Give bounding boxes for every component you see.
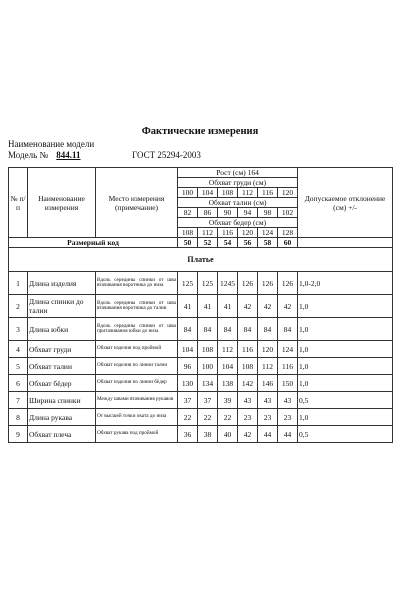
- measurement-value: 36: [178, 426, 198, 443]
- model-number-line: [8, 150, 81, 160]
- waist-value: 102: [278, 208, 298, 218]
- measurement-value: 43: [238, 392, 258, 409]
- measurement-place: От высшей точки оката до низа: [96, 409, 178, 426]
- measurement-value: 42: [238, 295, 258, 318]
- size-code: 58: [258, 238, 278, 248]
- measurement-value: 41: [178, 295, 198, 318]
- chest-value: 116: [258, 188, 278, 198]
- measurement-value: 84: [278, 318, 298, 341]
- measurement-value: 42: [258, 295, 278, 318]
- size-code: 60: [278, 238, 298, 248]
- measurement-value: 104: [218, 358, 238, 375]
- measurement-value: 150: [278, 375, 298, 392]
- measurement-value: 23: [238, 409, 258, 426]
- tolerance-value: 1,0-2,0: [298, 272, 393, 295]
- table-row: [9, 375, 393, 392]
- measurement-name: Обхват груди: [28, 341, 96, 358]
- table-row: [9, 392, 393, 409]
- model-name-label: Наименование модели: [8, 139, 95, 149]
- measurement-value: 44: [258, 426, 278, 443]
- measurement-place: Обхват изделия по линии талии: [96, 358, 178, 375]
- measurement-value: 22: [178, 409, 198, 426]
- table-row: [9, 295, 393, 318]
- hips-value: 120: [238, 228, 258, 238]
- tolerance-value: 1,0: [298, 318, 393, 341]
- header-waist: Обхват талии (см): [178, 198, 298, 208]
- measurement-value: 108: [198, 341, 218, 358]
- measurement-place: Вдоль середины спинки от шва втачивания воротника до талии: [96, 295, 178, 318]
- measurement-value: 84: [258, 318, 278, 341]
- size-code-row: [9, 238, 393, 248]
- section-title: Платье: [9, 248, 393, 272]
- measurement-value: 130: [178, 375, 198, 392]
- size-code: 54: [218, 238, 238, 248]
- measurement-value: 112: [258, 358, 278, 375]
- measurement-value: 1245: [218, 272, 238, 295]
- measurement-value: 84: [218, 318, 238, 341]
- measurement-place: Обхват рукава под проймой: [96, 426, 178, 443]
- chest-value: 104: [198, 188, 218, 198]
- measurement-name: Длина юбки: [28, 318, 96, 341]
- measurement-value: 125: [198, 272, 218, 295]
- measurement-value: 39: [218, 392, 238, 409]
- measurement-place: Обхват изделия по линии бёдер: [96, 375, 178, 392]
- measurement-value: 126: [278, 272, 298, 295]
- chest-value: 120: [278, 188, 298, 198]
- measurement-value: 100: [198, 358, 218, 375]
- measurement-value: 84: [238, 318, 258, 341]
- row-number: 7: [9, 392, 28, 409]
- measurements-table: [8, 167, 393, 443]
- row-number: 5: [9, 358, 28, 375]
- table-row: [9, 272, 393, 295]
- measurement-value: 42: [238, 426, 258, 443]
- measurement-place: Обхват изделия под проймой: [96, 341, 178, 358]
- measurement-value: 38: [198, 426, 218, 443]
- size-code: 56: [238, 238, 258, 248]
- measurement-value: 84: [178, 318, 198, 341]
- waist-value: 98: [258, 208, 278, 218]
- tolerance-value: 1,0: [298, 295, 393, 318]
- measurement-value: 138: [218, 375, 238, 392]
- measurement-value: 37: [178, 392, 198, 409]
- measurement-name: Ширина спинки: [28, 392, 96, 409]
- row-number: 4: [9, 341, 28, 358]
- row-number: 3: [9, 318, 28, 341]
- row-number: 1: [9, 272, 28, 295]
- waist-value: 90: [218, 208, 238, 218]
- measurement-value: 116: [278, 358, 298, 375]
- measurement-name: Длина изделия: [28, 272, 96, 295]
- page-title: Фактические измерения: [141, 126, 259, 137]
- measurement-value: 142: [238, 375, 258, 392]
- chest-value: 108: [218, 188, 238, 198]
- header-tolerance: Допускаемое отклонение (см) +/-: [298, 168, 393, 238]
- hips-value: 128: [278, 228, 298, 238]
- measurement-value: 42: [278, 295, 298, 318]
- measurement-name: Обхват бёдер: [28, 375, 96, 392]
- gost-label: ГОСТ 25294-2003: [132, 150, 201, 160]
- size-code: 52: [198, 238, 218, 248]
- row-number: 9: [9, 426, 28, 443]
- measurement-value: 44: [278, 426, 298, 443]
- measurement-value: 124: [278, 341, 298, 358]
- waist-value: 94: [238, 208, 258, 218]
- measurement-value: 41: [218, 295, 238, 318]
- tolerance-value: 1,0: [298, 358, 393, 375]
- table-row: [9, 341, 393, 358]
- row-number: 2: [9, 295, 28, 318]
- measurement-value: 96: [178, 358, 198, 375]
- header-place: Место измерения (примечание): [96, 168, 178, 238]
- row-number: 6: [9, 375, 28, 392]
- hips-value: 112: [198, 228, 218, 238]
- measurement-value: 40: [218, 426, 238, 443]
- measurement-value: 125: [178, 272, 198, 295]
- table-row: [9, 358, 393, 375]
- header-chest: Обхват груди (см): [178, 178, 298, 188]
- measurement-value: 43: [258, 392, 278, 409]
- row-number: 8: [9, 409, 28, 426]
- measurement-place: Между швами втачивания рукавов: [96, 392, 178, 409]
- tolerance-value: 1,0: [298, 409, 393, 426]
- measurement-value: 112: [218, 341, 238, 358]
- measurement-value: 23: [278, 409, 298, 426]
- measurement-value: 146: [258, 375, 278, 392]
- size-code: 50: [178, 238, 198, 248]
- chest-value: 112: [238, 188, 258, 198]
- model-number-label: Модель №: [8, 150, 49, 160]
- tolerance-value: 1,0: [298, 341, 393, 358]
- size-code-label: Размерный код: [9, 238, 178, 248]
- waist-value: 86: [198, 208, 218, 218]
- header-no: № п/п: [9, 168, 28, 238]
- measurement-value: 108: [238, 358, 258, 375]
- measurement-place: Вдоль середины спинки от шва притачивания юбки до низа: [96, 318, 178, 341]
- measurement-name: Длина рукава: [28, 409, 96, 426]
- measurement-name: Обхват плеча: [28, 426, 96, 443]
- measurement-value: 120: [258, 341, 278, 358]
- measurement-name: Длина спинки до талии: [28, 295, 96, 318]
- measurement-value: 22: [198, 409, 218, 426]
- tolerance-value: 0,5: [298, 426, 393, 443]
- measurement-value: 43: [278, 392, 298, 409]
- measurement-name: Обхват талии: [28, 358, 96, 375]
- tolerance-value: 0,5: [298, 392, 393, 409]
- measurement-value: 126: [258, 272, 278, 295]
- table-header: [9, 168, 393, 272]
- hips-value: 124: [258, 228, 278, 238]
- hips-value: 108: [178, 228, 198, 238]
- table-row: [9, 426, 393, 443]
- measurement-place: Вдоль середины спинки от шва втачивания воротника до низа: [96, 272, 178, 295]
- tolerance-value: 1,0: [298, 375, 393, 392]
- measurement-value: 23: [258, 409, 278, 426]
- chest-value: 100: [178, 188, 198, 198]
- measurement-value: 22: [218, 409, 238, 426]
- waist-value: 82: [178, 208, 198, 218]
- measurement-value: 37: [198, 392, 218, 409]
- measurement-value: 41: [198, 295, 218, 318]
- measurement-value: 104: [178, 341, 198, 358]
- table-body: [9, 272, 393, 443]
- header-hips: Обхват бедер (см): [178, 218, 298, 228]
- hips-value: 116: [218, 228, 238, 238]
- header-height: Рост (см) 164: [178, 168, 298, 178]
- measurement-value: 134: [198, 375, 218, 392]
- table-row: [9, 318, 393, 341]
- model-number: 844.11: [56, 150, 81, 160]
- measurement-value: 126: [238, 272, 258, 295]
- header-name: Наименование измерения: [28, 168, 96, 238]
- measurement-value: 84: [198, 318, 218, 341]
- table-row: [9, 409, 393, 426]
- measurement-value: 116: [238, 341, 258, 358]
